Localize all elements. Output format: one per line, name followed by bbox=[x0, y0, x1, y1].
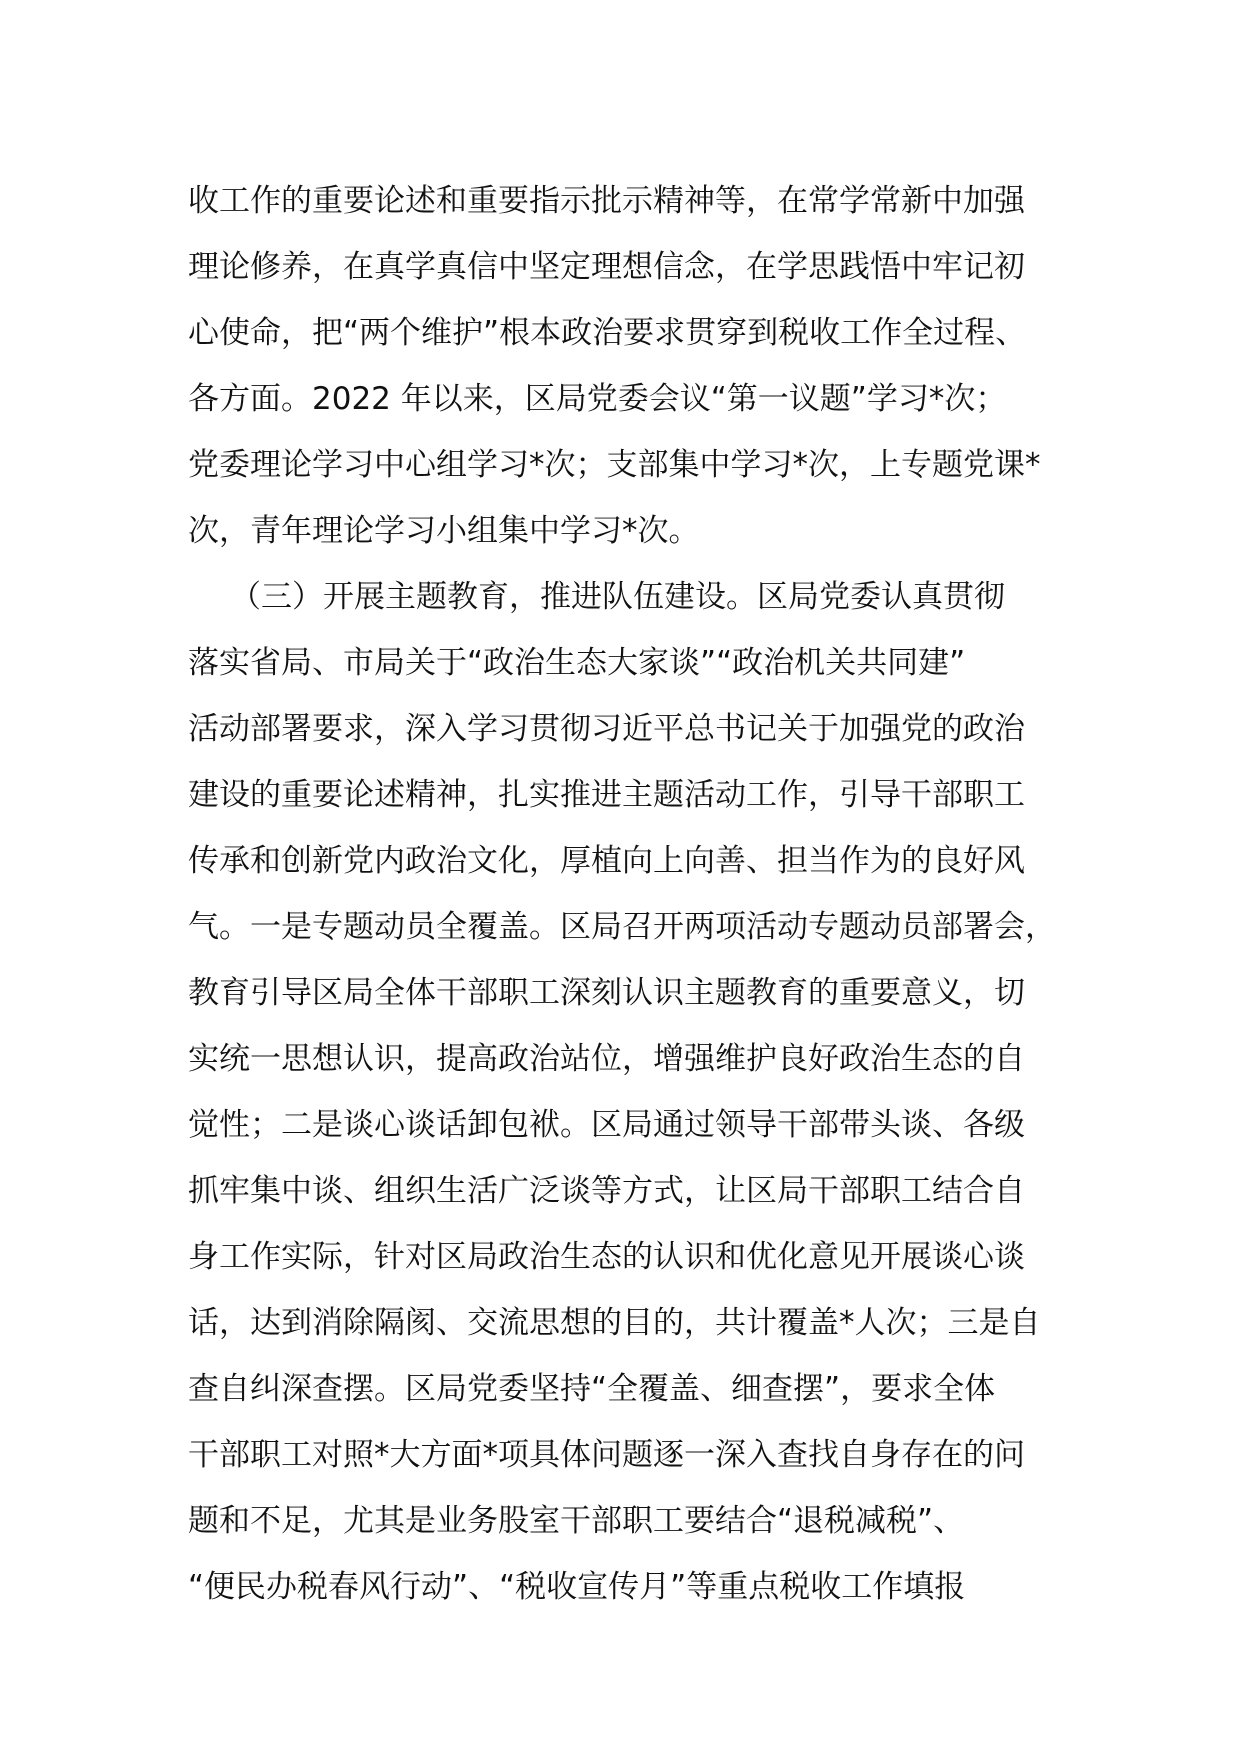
text-line: 干部职工对照*大方面*项具体问题逐一深入查找自身存在的问 bbox=[188, 1437, 1025, 1473]
text-line: 收工作的重要论述和重要指示批示精神等，在常学常新中加强 bbox=[188, 183, 1025, 219]
text-line: 活动部署要求，深入学习贯彻习近平总书记关于加强党的政治 bbox=[188, 711, 1025, 747]
text-line: 身工作实际，针对区局政治生态的认识和优化意见开展谈心谈 bbox=[188, 1239, 1025, 1275]
section-heading-line: （三）开展主题教育，推进队伍建设。区局党委认真贯彻 bbox=[230, 579, 1005, 615]
text-line: 查自纠深查摆。区局党委坚持“全覆盖、细查摆”，要求全体 bbox=[188, 1371, 996, 1407]
text-line: 理论修养，在真学真信中坚定理想信念，在学思践悟中牢记初 bbox=[188, 249, 1025, 285]
text-line: “便民办税春风行动”、“税收宣传月”等重点税收工作填报 bbox=[188, 1569, 966, 1605]
text-line: 题和不足，尤其是业务股室干部职工要结合“退税减税”、 bbox=[188, 1503, 965, 1539]
text-line: 各方面。2022 年以来，区局党委会议“第一议题”学习*次； bbox=[188, 381, 1007, 417]
body-text bbox=[188, 168, 1088, 1620]
text-line: 建设的重要论述精神，扎实推进主题活动工作，引导干部职工 bbox=[188, 777, 1025, 813]
text-line: 传承和创新党内政治文化，厚植向上向善、担当作为的良好风 bbox=[188, 843, 1025, 879]
text-line: 次，青年理论学习小组集中学习*次。 bbox=[188, 513, 700, 549]
text-line: 教育引导区局全体干部职工深刻认识主题教育的重要意义，切 bbox=[188, 975, 1025, 1011]
text-line: 话，达到消除隔阂、交流思想的目的，共计覆盖*人次；三是自 bbox=[188, 1305, 1041, 1341]
text-line: 心使命，把“两个维护”根本政治要求贯穿到税收工作全过程、 bbox=[188, 315, 1027, 351]
text-line: 党委理论学习中心组学习*次；支部集中学习*次，上专题党课* bbox=[188, 447, 1041, 483]
text-line: 觉性；二是谈心谈话卸包袱。区局通过领导干部带头谈、各级 bbox=[188, 1107, 1025, 1143]
text-line: 落实省局、市局关于“政治生态大家谈”“政治机关共同建” bbox=[188, 645, 966, 681]
text-line: 实统一思想认识，提高政治站位，增强维护良好政治生态的自 bbox=[188, 1041, 1025, 1077]
text-line: 气。一是专题动员全覆盖。区局召开两项活动专题动员部署会， bbox=[188, 909, 1056, 945]
text-line: 抓牢集中谈、组织生活广泛谈等方式，让区局干部职工结合自 bbox=[188, 1173, 1025, 1209]
